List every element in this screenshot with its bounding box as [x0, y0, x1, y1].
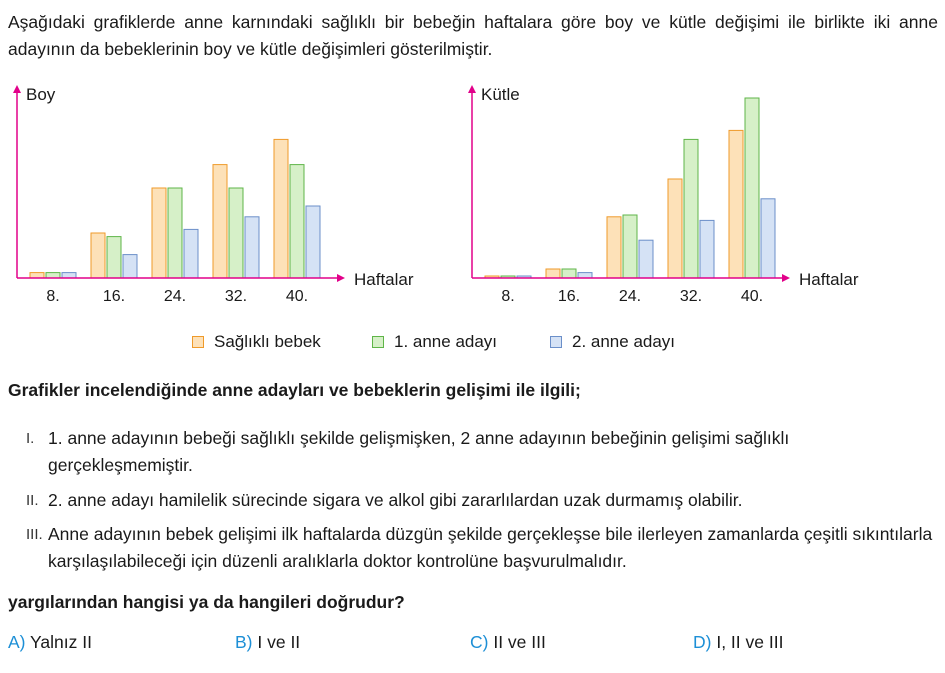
bar-1-32 — [668, 179, 682, 278]
x-tick-label: 8. — [46, 288, 60, 305]
statement-text: 1. anne adayının bebeği sağlıklı şekilde gelişmişken, 2 anne adayının bebeğinin gelişimi sağlıklı gerçekleşmemiştir. — [48, 428, 790, 475]
intro-text: Aşağıdaki grafiklerde anne karnındaki sağlıklı bir bebeğin haftalara göre boy ve kütle değişimi ile birlikte iki anne adayının da bebeklerinin boy ve kütle değişimleri gösterilmiştir. — [8, 12, 938, 59]
option-d[interactable] — [693, 632, 783, 653]
bar-3-32 — [245, 217, 259, 278]
legend-label: 2. anne adayı — [572, 332, 676, 351]
option-letter: D) — [693, 632, 712, 652]
mass-chart — [455, 80, 935, 320]
bar-3-16 — [123, 255, 137, 278]
bar-3-40 — [761, 199, 775, 278]
option-a[interactable] — [8, 632, 92, 653]
option-letter: B) — [235, 632, 253, 652]
option-text: Yalnız II — [30, 632, 92, 652]
chart-legend — [0, 332, 945, 356]
bar-1-16 — [546, 269, 560, 278]
statement-number: III. — [26, 526, 43, 543]
question-heading: Grafikler incelendiğinde anne adayları ve bebeklerin gelişimi ile ilgili; — [8, 380, 581, 400]
bar-3-8 — [62, 273, 76, 278]
bar-1-32 — [213, 165, 227, 278]
charts-area — [0, 80, 945, 320]
option-text: I, II ve III — [716, 632, 784, 652]
bar-3-24 — [184, 229, 198, 278]
legend-item-healthy — [192, 332, 321, 352]
legend-item-mother-2 — [550, 332, 675, 352]
x-tick-label: 16. — [557, 288, 581, 305]
bar-2-16 — [562, 269, 576, 278]
option-text: II ve III — [493, 632, 546, 652]
x-tick-label: 40. — [740, 288, 764, 305]
bar-1-24 — [152, 188, 166, 278]
legend-swatch-mother-1 — [372, 336, 384, 348]
bar-2-8 — [46, 273, 60, 278]
option-letter: C) — [470, 632, 489, 652]
x-axis-label: Haftalar — [354, 270, 414, 289]
option-letter: A) — [8, 632, 26, 652]
bar-3-16 — [578, 273, 592, 278]
y-axis-label: Boy — [26, 85, 56, 104]
x-tick-label: 24. — [163, 288, 187, 305]
legend-swatch-mother-2 — [550, 336, 562, 348]
x-tick-label: 24. — [618, 288, 642, 305]
bar-1-16 — [91, 233, 105, 278]
x-axis-arrow — [337, 274, 345, 282]
y-axis-label: Kütle — [481, 85, 520, 104]
bar-1-40 — [729, 130, 743, 278]
height-chart — [0, 80, 460, 320]
legend-label: 1. anne adayı — [394, 332, 498, 351]
y-axis-arrow — [468, 85, 476, 93]
x-tick-label: 32. — [679, 288, 703, 305]
bar-2-32 — [684, 139, 698, 278]
x-axis-label: Haftalar — [799, 270, 859, 289]
statement-text: 2. anne adayı hamilelik sürecinde sigara ve alkol gibi zararlılardan uzak durmamış olabilir. — [48, 490, 743, 510]
bar-2-24 — [168, 188, 182, 278]
bar-2-32 — [229, 188, 243, 278]
bar-2-40 — [745, 98, 759, 278]
bar-3-24 — [639, 240, 653, 278]
x-axis-arrow — [782, 274, 790, 282]
statement-1 — [8, 425, 938, 479]
bar-2-16 — [107, 237, 121, 278]
legend-swatch-healthy — [192, 336, 204, 348]
statement-2 — [8, 487, 938, 514]
x-tick-label: 16. — [102, 288, 126, 305]
legend-label: Sağlıklı bebek — [214, 332, 321, 351]
y-axis-arrow — [13, 85, 21, 93]
statement-text: Anne adayının bebek gelişimi ilk haftalarda düzgün şekilde gerçekleşse bile ilerleyen zamanlarda çeşitli sıkıntılarla karşılaşılabileceği için düzenli aralıklarla doktor kontrolüne başvurulmalıdır. — [48, 524, 933, 571]
statement-3 — [8, 521, 938, 575]
bar-2-24 — [623, 215, 637, 278]
question-text: yargılarından hangisi ya da hangileri doğrudur? — [8, 592, 405, 612]
bar-3-32 — [700, 220, 714, 278]
option-c[interactable] — [470, 632, 546, 653]
bar-2-40 — [290, 165, 304, 278]
bar-1-8 — [30, 273, 44, 278]
bar-1-24 — [607, 217, 621, 278]
option-text: I ve II — [257, 632, 301, 652]
option-b[interactable] — [235, 632, 300, 653]
x-tick-label: 32. — [224, 288, 248, 305]
bar-3-40 — [306, 206, 320, 278]
statement-number: II. — [26, 492, 39, 509]
statement-number: I. — [26, 430, 35, 447]
legend-item-mother-1 — [372, 332, 497, 352]
x-tick-label: 40. — [285, 288, 309, 305]
bar-1-40 — [274, 139, 288, 278]
x-tick-label: 8. — [501, 288, 515, 305]
